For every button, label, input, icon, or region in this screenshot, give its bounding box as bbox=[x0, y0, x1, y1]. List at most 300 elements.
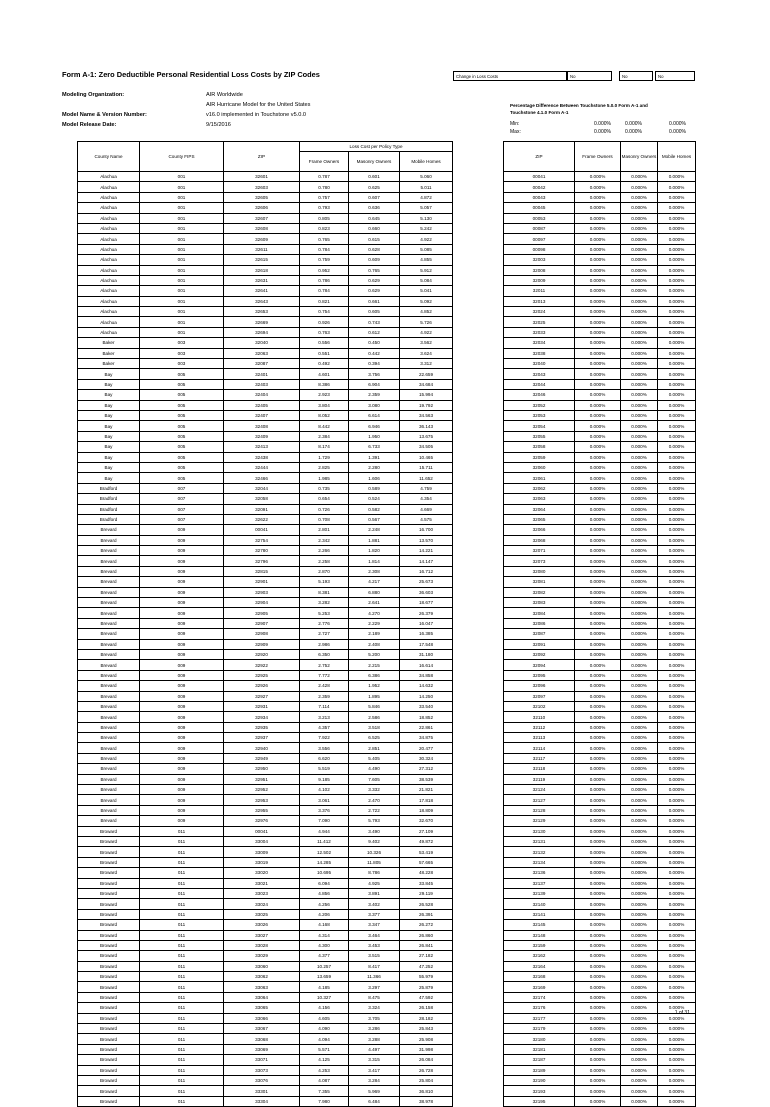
table-row bbox=[504, 525, 696, 535]
cell-pct-masonry: 0.000% bbox=[621, 733, 658, 743]
table-row bbox=[78, 566, 453, 576]
cell-mobile-homes: 10.465 bbox=[400, 452, 453, 462]
cell-county-name: Alachua bbox=[78, 255, 140, 265]
cell-county-fips: 011 bbox=[140, 899, 224, 909]
cell-pct-zip: 32162 bbox=[504, 951, 575, 961]
table-row bbox=[504, 317, 696, 327]
table-row bbox=[78, 681, 453, 691]
cell-county-name: Bradford bbox=[78, 494, 140, 504]
cell-county-name: Bay bbox=[78, 390, 140, 400]
cell-zip: 32927 bbox=[224, 691, 300, 701]
cell-pct-masonry: 0.000% bbox=[621, 992, 658, 1002]
cell-pct-mobile: 0.000% bbox=[658, 525, 696, 535]
cell-pct-zip: 32053 bbox=[504, 410, 575, 420]
cell-pct-frame: 0.000% bbox=[575, 452, 621, 462]
cell-pct-frame: 0.000% bbox=[575, 390, 621, 400]
cell-pct-frame: 0.000% bbox=[575, 909, 621, 919]
cell-pct-zip: 32124 bbox=[504, 785, 575, 795]
cell-frame-owners: 7.980 bbox=[300, 1096, 349, 1106]
cell-masonry-owners: 0.628 bbox=[349, 244, 400, 254]
cell-county-name: Broward bbox=[78, 951, 140, 961]
pct-note-line2: Touchstone 4.1.0 Form A-1 bbox=[510, 109, 569, 115]
cell-county-name: Broward bbox=[78, 1044, 140, 1054]
cell-pct-frame: 0.000% bbox=[575, 785, 621, 795]
cell-masonry-owners: 0.442 bbox=[349, 348, 400, 358]
cell-pct-zip: 32038 bbox=[504, 348, 575, 358]
header-county-fips: County FIPS bbox=[140, 142, 224, 172]
cell-pct-zip: 32110 bbox=[504, 712, 575, 722]
cell-masonry-owners: 2.586 bbox=[349, 712, 400, 722]
cell-pct-zip: 32033 bbox=[504, 327, 575, 337]
cell-masonry-owners: 6.525 bbox=[349, 733, 400, 743]
table-row bbox=[78, 608, 453, 618]
cell-zip: 33023 bbox=[224, 888, 300, 898]
cell-frame-owners: 9.185 bbox=[300, 774, 349, 784]
cell-zip: 32413 bbox=[224, 442, 300, 452]
table-row bbox=[504, 265, 696, 275]
cell-frame-owners: 2.428 bbox=[300, 681, 349, 691]
cell-county-fips: 011 bbox=[140, 909, 224, 919]
cell-pct-zip: 32189 bbox=[504, 1065, 575, 1075]
cell-pct-frame: 0.000% bbox=[575, 847, 621, 857]
cell-pct-masonry: 0.000% bbox=[621, 753, 658, 763]
cell-mobile-homes: 3.562 bbox=[400, 338, 453, 348]
cell-mobile-homes: 5.130 bbox=[400, 213, 453, 223]
cell-pct-frame: 0.000% bbox=[575, 410, 621, 420]
cell-county-fips: 009 bbox=[140, 535, 224, 545]
cell-frame-owners: 4.256 bbox=[300, 899, 349, 909]
cell-masonry-owners: 1.391 bbox=[349, 452, 400, 462]
cell-zip: 32609 bbox=[224, 234, 300, 244]
cell-county-name: Brevard bbox=[78, 587, 140, 597]
table-row bbox=[78, 275, 453, 285]
cell-pct-mobile: 0.000% bbox=[658, 1055, 696, 1065]
cell-pct-zip: 32068 bbox=[504, 535, 575, 545]
table-row bbox=[78, 556, 453, 566]
table-row bbox=[504, 400, 696, 410]
model-value-line1: AIR Hurricane Model for the United States bbox=[206, 102, 311, 108]
table-row bbox=[78, 1096, 453, 1106]
table-row bbox=[78, 483, 453, 493]
cell-zip: 32409 bbox=[224, 431, 300, 441]
table-row bbox=[78, 774, 453, 784]
cell-county-fips: 011 bbox=[140, 992, 224, 1002]
cell-county-fips: 005 bbox=[140, 442, 224, 452]
cell-zip: 33029 bbox=[224, 951, 300, 961]
cell-pct-mobile: 0.000% bbox=[658, 338, 696, 348]
cell-county-name: Alachua bbox=[78, 327, 140, 337]
table-row bbox=[78, 649, 453, 659]
table-row bbox=[78, 546, 453, 556]
table-row bbox=[504, 431, 696, 441]
cell-mobile-homes: 33.845 bbox=[400, 878, 453, 888]
cell-pct-zip: 32193 bbox=[504, 1086, 575, 1096]
cell-pct-masonry: 0.000% bbox=[621, 826, 658, 836]
cell-mobile-homes: 4.669 bbox=[400, 504, 453, 514]
cell-pct-mobile: 0.000% bbox=[658, 234, 696, 244]
cell-county-fips: 009 bbox=[140, 608, 224, 618]
table-row bbox=[78, 494, 453, 504]
table-row bbox=[504, 296, 696, 306]
cell-zip: 33026 bbox=[224, 920, 300, 930]
cell-county-name: Alachua bbox=[78, 192, 140, 202]
cell-pct-mobile: 0.000% bbox=[658, 203, 696, 213]
cell-frame-owners: 3.376 bbox=[300, 805, 349, 815]
cell-county-fips: 009 bbox=[140, 598, 224, 608]
header-mobile-homes: Mobile Homes bbox=[400, 152, 453, 172]
min-masonry: 0.000% bbox=[625, 121, 642, 127]
cell-pct-zip: 32054 bbox=[504, 421, 575, 431]
cell-zip: 33069 bbox=[224, 1044, 300, 1054]
change-in-loss-costs-label: Change in Loss Costs bbox=[453, 71, 567, 81]
cell-county-name: Alachua bbox=[78, 172, 140, 182]
cell-county-fips: 011 bbox=[140, 982, 224, 992]
cell-county-name: Brevard bbox=[78, 701, 140, 711]
cell-masonry-owners: 0.765 bbox=[349, 265, 400, 275]
table-row bbox=[504, 722, 696, 732]
table-row bbox=[504, 681, 696, 691]
cell-county-name: Brevard bbox=[78, 629, 140, 639]
loss-cost-table-body bbox=[78, 172, 453, 1107]
cell-pct-frame: 0.000% bbox=[575, 359, 621, 369]
cell-pct-masonry: 0.000% bbox=[621, 899, 658, 909]
table-row bbox=[78, 587, 453, 597]
cell-county-fips: 005 bbox=[140, 369, 224, 379]
cell-zip: 33064 bbox=[224, 992, 300, 1002]
cell-pct-mobile: 0.000% bbox=[658, 701, 696, 711]
cell-masonry-owners: 8.417 bbox=[349, 961, 400, 971]
cell-pct-zip: 32145 bbox=[504, 920, 575, 930]
cell-pct-zip: 32168 bbox=[504, 972, 575, 982]
cell-pct-frame: 0.000% bbox=[575, 566, 621, 576]
cell-frame-owners: 4.156 bbox=[300, 1003, 349, 1013]
cell-pct-mobile: 0.000% bbox=[658, 494, 696, 504]
cell-mobile-homes: 48.228 bbox=[400, 868, 453, 878]
cell-mobile-homes: 5.057 bbox=[400, 203, 453, 213]
cell-county-name: Brevard bbox=[78, 691, 140, 701]
cell-county-name: Broward bbox=[78, 888, 140, 898]
cell-pct-mobile: 0.000% bbox=[658, 359, 696, 369]
cell-pct-mobile: 0.000% bbox=[658, 618, 696, 628]
table-row bbox=[78, 338, 453, 348]
cell-pct-zip: 32087 bbox=[504, 629, 575, 639]
cell-county-fips: 011 bbox=[140, 1044, 224, 1054]
cell-county-fips: 009 bbox=[140, 764, 224, 774]
cell-pct-zip: 00097 bbox=[504, 234, 575, 244]
cell-county-name: Broward bbox=[78, 909, 140, 919]
cell-pct-frame: 0.000% bbox=[575, 639, 621, 649]
cell-county-fips: 001 bbox=[140, 265, 224, 275]
table-row bbox=[78, 930, 453, 940]
cell-mobile-homes: 31.998 bbox=[400, 1044, 453, 1054]
org-value: AIR Worldwide bbox=[206, 92, 243, 98]
cell-county-name: Brevard bbox=[78, 722, 140, 732]
cell-masonry-owners: 10.326 bbox=[349, 847, 400, 857]
cell-pct-zip: 32141 bbox=[504, 909, 575, 919]
table-row bbox=[504, 255, 696, 265]
cell-pct-frame: 0.000% bbox=[575, 826, 621, 836]
cell-county-fips: 011 bbox=[140, 1024, 224, 1034]
cell-pct-zip: 32117 bbox=[504, 753, 575, 763]
cell-zip: 32601 bbox=[224, 172, 300, 182]
cell-pct-mobile: 0.000% bbox=[658, 1003, 696, 1013]
cell-mobile-homes: 5.060 bbox=[400, 172, 453, 182]
cell-mobile-homes: 33.540 bbox=[400, 701, 453, 711]
cell-county-fips: 001 bbox=[140, 192, 224, 202]
cell-zip: 32815 bbox=[224, 566, 300, 576]
cell-frame-owners: 2.266 bbox=[300, 546, 349, 556]
cell-pct-masonry: 0.000% bbox=[621, 286, 658, 296]
cell-mobile-homes: 49.872 bbox=[400, 837, 453, 847]
cell-mobile-homes: 34.505 bbox=[400, 442, 453, 452]
cell-mobile-homes: 14.632 bbox=[400, 681, 453, 691]
cell-masonry-owners: 0.661 bbox=[349, 296, 400, 306]
table-row bbox=[78, 660, 453, 670]
cell-county-fips: 011 bbox=[140, 1055, 224, 1065]
cell-pct-frame: 0.000% bbox=[575, 701, 621, 711]
header-county-name: County Name bbox=[78, 142, 140, 172]
cell-pct-masonry: 0.000% bbox=[621, 712, 658, 722]
cell-pct-masonry: 0.000% bbox=[621, 701, 658, 711]
cell-zip: 32403 bbox=[224, 379, 300, 389]
cell-county-fips: 011 bbox=[140, 972, 224, 982]
cell-masonry-owners: 3.453 bbox=[349, 940, 400, 950]
cell-pct-masonry: 0.000% bbox=[621, 618, 658, 628]
cell-pct-zip: 32129 bbox=[504, 816, 575, 826]
model-value-line2: v16.0 implemented in Touchstone v5.0.0 bbox=[206, 112, 307, 118]
cell-county-name: Brevard bbox=[78, 608, 140, 618]
cell-pct-masonry: 0.000% bbox=[621, 244, 658, 254]
cell-mobile-homes: 36.143 bbox=[400, 421, 453, 431]
cell-zip: 32618 bbox=[224, 265, 300, 275]
cell-county-name: Broward bbox=[78, 972, 140, 982]
cell-zip: 32622 bbox=[224, 514, 300, 524]
cell-zip: 32603 bbox=[224, 182, 300, 192]
cell-mobile-homes: 15.994 bbox=[400, 390, 453, 400]
cell-masonry-owners: 2.722 bbox=[349, 805, 400, 815]
table-row bbox=[78, 182, 453, 192]
cell-pct-mobile: 0.000% bbox=[658, 868, 696, 878]
cell-pct-zip: 32043 bbox=[504, 369, 575, 379]
cell-frame-owners: 6.350 bbox=[300, 649, 349, 659]
cell-frame-owners: 6.094 bbox=[300, 878, 349, 888]
table-row bbox=[504, 639, 696, 649]
cell-zip: 32643 bbox=[224, 296, 300, 306]
cell-mobile-homes: 28.182 bbox=[400, 1013, 453, 1023]
cell-pct-zip: 32013 bbox=[504, 296, 575, 306]
cell-pct-masonry: 0.000% bbox=[621, 514, 658, 524]
cell-pct-mobile: 0.000% bbox=[658, 670, 696, 680]
cell-pct-mobile: 0.000% bbox=[658, 327, 696, 337]
table-row bbox=[504, 566, 696, 576]
cell-mobile-homes: 15.711 bbox=[400, 462, 453, 472]
cell-frame-owners: 0.759 bbox=[300, 255, 349, 265]
cell-pct-mobile: 0.000% bbox=[658, 878, 696, 888]
cell-pct-mobile: 0.000% bbox=[658, 899, 696, 909]
cell-county-name: Bay bbox=[78, 400, 140, 410]
cell-pct-frame: 0.000% bbox=[575, 348, 621, 358]
cell-pct-frame: 0.000% bbox=[575, 587, 621, 597]
cell-county-name: Brevard bbox=[78, 764, 140, 774]
cell-pct-masonry: 0.000% bbox=[621, 410, 658, 420]
cell-pct-frame: 0.000% bbox=[575, 920, 621, 930]
cell-pct-zip: 32169 bbox=[504, 982, 575, 992]
cell-frame-owners: 2.727 bbox=[300, 629, 349, 639]
table-row bbox=[78, 410, 453, 420]
cell-mobile-homes: 47.592 bbox=[400, 992, 453, 1002]
cell-county-fips: 009 bbox=[140, 556, 224, 566]
cell-pct-frame: 0.000% bbox=[575, 379, 621, 389]
cell-masonry-owners: 2.280 bbox=[349, 462, 400, 472]
cell-county-name: Brevard bbox=[78, 535, 140, 545]
cell-frame-owners: 7.114 bbox=[300, 701, 349, 711]
table-row bbox=[78, 888, 453, 898]
cell-mobile-homes: 11.652 bbox=[400, 473, 453, 483]
cell-masonry-owners: 1.606 bbox=[349, 473, 400, 483]
cell-pct-zip: 32044 bbox=[504, 379, 575, 389]
cell-pct-frame: 0.000% bbox=[575, 774, 621, 784]
cell-county-name: Broward bbox=[78, 961, 140, 971]
cell-pct-frame: 0.000% bbox=[575, 1003, 621, 1013]
cell-masonry-owners: 0.645 bbox=[349, 213, 400, 223]
cell-frame-owners: 4.357 bbox=[300, 722, 349, 732]
cell-county-name: Broward bbox=[78, 837, 140, 847]
cell-pct-zip: 32092 bbox=[504, 649, 575, 659]
cell-pct-masonry: 0.000% bbox=[621, 722, 658, 732]
cell-pct-frame: 0.000% bbox=[575, 992, 621, 1002]
cell-frame-owners: 6.620 bbox=[300, 753, 349, 763]
table-row bbox=[504, 421, 696, 431]
cell-frame-owners: 4.087 bbox=[300, 1075, 349, 1085]
cell-pct-zip: 32127 bbox=[504, 795, 575, 805]
cell-pct-masonry: 0.000% bbox=[621, 1034, 658, 1044]
cell-zip: 32444 bbox=[224, 462, 300, 472]
cell-zip: 32950 bbox=[224, 764, 300, 774]
cell-county-name: Alachua bbox=[78, 213, 140, 223]
cell-frame-owners: 8.052 bbox=[300, 410, 349, 420]
table-row bbox=[78, 972, 453, 982]
cell-pct-frame: 0.000% bbox=[575, 649, 621, 659]
cell-pct-masonry: 0.000% bbox=[621, 452, 658, 462]
cell-zip: 33066 bbox=[224, 1013, 300, 1023]
cell-masonry-owners: 3.756 bbox=[349, 369, 400, 379]
cell-pct-zip: 32119 bbox=[504, 774, 575, 784]
cell-mobile-homes: 25.804 bbox=[400, 1075, 453, 1085]
cell-pct-frame: 0.000% bbox=[575, 265, 621, 275]
cell-pct-mobile: 0.000% bbox=[658, 681, 696, 691]
cell-county-name: Broward bbox=[78, 857, 140, 867]
cell-pct-masonry: 0.000% bbox=[621, 1024, 658, 1034]
header-zip: ZIP bbox=[224, 142, 300, 172]
table-row bbox=[78, 452, 453, 462]
cell-county-name: Alachua bbox=[78, 244, 140, 254]
cell-county-fips: 009 bbox=[140, 577, 224, 587]
cell-pct-masonry: 0.000% bbox=[621, 795, 658, 805]
cell-pct-masonry: 0.000% bbox=[621, 203, 658, 213]
cell-pct-mobile: 0.000% bbox=[658, 785, 696, 795]
cell-masonry-owners: 4.497 bbox=[349, 1044, 400, 1054]
cell-pct-zip: 32190 bbox=[504, 1075, 575, 1085]
cell-mobile-homes: 27.109 bbox=[400, 826, 453, 836]
cell-frame-owners: 0.793 bbox=[300, 203, 349, 213]
cell-county-fips: 007 bbox=[140, 494, 224, 504]
cell-county-name: Broward bbox=[78, 899, 140, 909]
cell-pct-frame: 0.000% bbox=[575, 577, 621, 587]
cell-pct-masonry: 0.000% bbox=[621, 504, 658, 514]
cell-pct-masonry: 0.000% bbox=[621, 255, 658, 265]
table-row bbox=[504, 753, 696, 763]
cell-pct-mobile: 0.000% bbox=[658, 275, 696, 285]
cell-pct-zip: 32066 bbox=[504, 525, 575, 535]
cell-county-name: Alachua bbox=[78, 296, 140, 306]
cell-pct-frame: 0.000% bbox=[575, 1024, 621, 1034]
table-row bbox=[78, 629, 453, 639]
cell-pct-masonry: 0.000% bbox=[621, 1055, 658, 1065]
cell-county-name: Bradford bbox=[78, 514, 140, 524]
cell-pct-masonry: 0.000% bbox=[621, 192, 658, 202]
cell-pct-mobile: 0.000% bbox=[658, 888, 696, 898]
table-row bbox=[504, 857, 696, 867]
cell-county-fips: 001 bbox=[140, 234, 224, 244]
table-row bbox=[504, 223, 696, 233]
cell-pct-mobile: 0.000% bbox=[658, 1024, 696, 1034]
cell-pct-mobile: 0.000% bbox=[658, 546, 696, 556]
cell-frame-owners: 0.952 bbox=[300, 265, 349, 275]
cell-mobile-homes: 16.385 bbox=[400, 629, 453, 639]
cell-county-fips: 001 bbox=[140, 255, 224, 265]
cell-pct-zip: 00041 bbox=[504, 172, 575, 182]
cell-pct-mobile: 0.000% bbox=[658, 577, 696, 587]
cell-county-name: Bay bbox=[78, 452, 140, 462]
cell-masonry-owners: 4.270 bbox=[349, 608, 400, 618]
cell-county-fips: 009 bbox=[140, 670, 224, 680]
table-row bbox=[78, 701, 453, 711]
cell-masonry-owners: 11.805 bbox=[349, 857, 400, 867]
cell-mobile-homes: 13.570 bbox=[400, 535, 453, 545]
table-row bbox=[504, 930, 696, 940]
cell-pct-masonry: 0.000% bbox=[621, 816, 658, 826]
table-row bbox=[504, 868, 696, 878]
cell-county-fips: 009 bbox=[140, 733, 224, 743]
cell-zip: 32404 bbox=[224, 390, 300, 400]
cell-pct-mobile: 0.000% bbox=[658, 223, 696, 233]
cell-pct-zip: 32081 bbox=[504, 577, 575, 587]
cell-pct-mobile: 0.000% bbox=[658, 566, 696, 576]
cell-pct-frame: 0.000% bbox=[575, 608, 621, 618]
cell-zip: 32408 bbox=[224, 421, 300, 431]
cell-county-name: Brevard bbox=[78, 598, 140, 608]
cell-pct-masonry: 0.000% bbox=[621, 556, 658, 566]
cell-pct-zip: 32046 bbox=[504, 390, 575, 400]
table-row bbox=[504, 1013, 696, 1023]
cell-masonry-owners: 2.229 bbox=[349, 618, 400, 628]
cell-pct-masonry: 0.000% bbox=[621, 940, 658, 950]
cell-mobile-homes: 4.922 bbox=[400, 234, 453, 244]
cell-county-fips: 001 bbox=[140, 307, 224, 317]
cell-zip: 32631 bbox=[224, 275, 300, 285]
table-row bbox=[504, 359, 696, 369]
cell-pct-frame: 0.000% bbox=[575, 753, 621, 763]
cell-pct-zip: 32011 bbox=[504, 286, 575, 296]
cell-zip: 32952 bbox=[224, 785, 300, 795]
cell-pct-masonry: 0.000% bbox=[621, 172, 658, 182]
cell-mobile-homes: 26.841 bbox=[400, 940, 453, 950]
cell-county-fips: 011 bbox=[140, 951, 224, 961]
cell-zip: 32694 bbox=[224, 327, 300, 337]
table-row bbox=[78, 826, 453, 836]
table-row bbox=[504, 629, 696, 639]
cell-masonry-owners: 3.347 bbox=[349, 920, 400, 930]
